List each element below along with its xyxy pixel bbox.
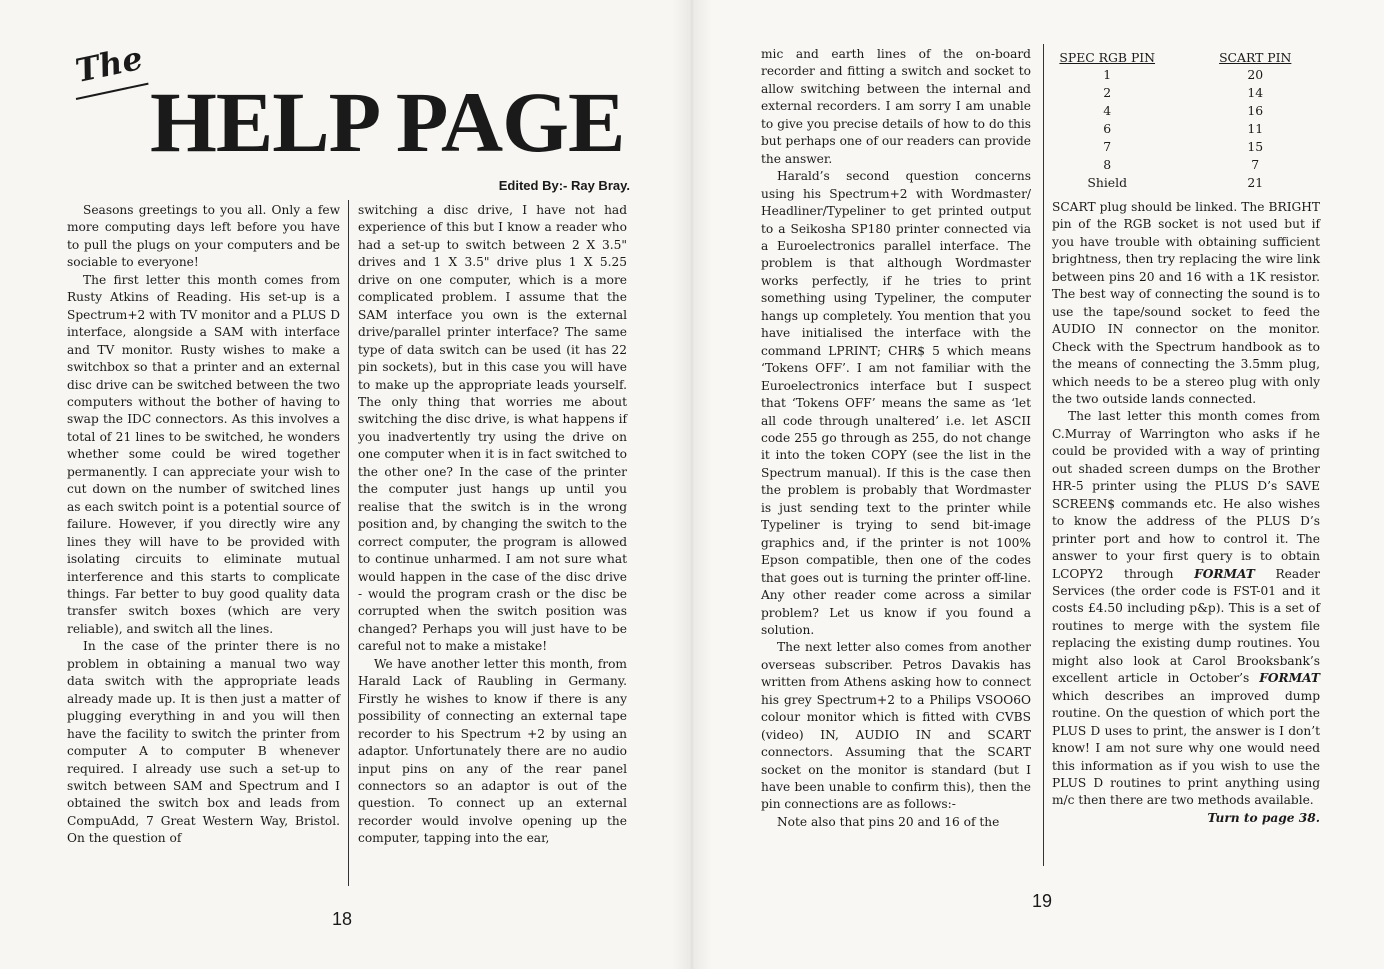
table-row (1056, 120, 1322, 138)
right-column-2 (1052, 199, 1320, 827)
page-title: HELP PAGE (150, 74, 625, 170)
magazine-name: FORMAT (1259, 671, 1320, 686)
table-header: SCART PIN (1219, 49, 1292, 65)
left-column-2 (358, 202, 627, 848)
column-divider (348, 200, 349, 886)
pin-connection-table (1056, 48, 1322, 192)
table-cell: 7 (1251, 157, 1260, 172)
paragraph (1052, 408, 1320, 809)
table-row (1056, 66, 1322, 84)
table-cell: 14 (1247, 85, 1264, 100)
table-cell: 8 (1103, 157, 1112, 172)
title-the: The (72, 38, 146, 90)
magazine-name: FORMAT (1194, 566, 1255, 581)
table-cell: 6 (1103, 121, 1112, 136)
editor-credit: Edited By:- Ray Bray. (498, 178, 630, 193)
paragraph: The first letter this month comes from Rusty Atkins of Reading. His set-up is a Spectrum+2 with TV monitor and a PLUS D interface, alongside a SAM with interface and TV monitor. Rusty wishes to make a switchbox so that a printer and an external disc drive can be switched between the two computers without the bother of having to swap the IDC connectors. As this involves a total of 21 lines to be switched, he wonders whether some could be wired together permanently. I can appreciate your wish to cut down on the number of switched lines as each switch point is a potential source of failure. However, if you directly wire any lines they will have to be provided with isolating circuits to eliminate mutual interference and this starts to complicate things. Far better to buy good quality data transfer switch boxes (which are very reliable), and switch all the lines. (67, 272, 340, 636)
paragraph: The next letter also comes from another overseas subscriber. Petros Davakis has written from Athens asking how to connect his grey Spectrum+2 to a Philips VSOO6O colour monitor which is fitted with CVBS (video) IN, AUDIO IN and SCART connectors. Assuming that the SCART socket on the monitor is standard (but I have been unable to confirm this), then the pin connections are as follows:- (761, 640, 1031, 812)
table-row (1056, 156, 1322, 174)
table-header: SPEC RGB PIN (1059, 49, 1156, 65)
page-number-left: 18 (332, 909, 353, 929)
table-row (1056, 102, 1322, 120)
right-column-1 (761, 46, 1031, 831)
paragraph: SCART plug should be linked. The BRIGHT pin of the RGB socket is not used but if you have trouble with obtaining sufficient brightness, then try replacing the wire link between pins 20 and 16 with a 1K resistor. The best way of connecting the sound is to use the tape/sound socket to feed the AUDIO IN connector on the monitor. Check with the Spectrum handbook as to the means of connecting the 3.5mm plug, which needs to be a stereo plug with only the two outside lands connected. (1052, 200, 1320, 406)
table-cell: 4 (1103, 103, 1112, 118)
table-cell: 1 (1103, 67, 1112, 82)
text-run: which describes an improved dump routine. On the question of which port the PLUS D uses to print, the answer is I don’t know! I am not sure why one would need this information as if you wish to use the PLUS D routines to print anything using m/c then there are two methods available. (1052, 688, 1320, 808)
paragraph: We have another letter this month, from Harald Lack of Raubling in Germany. Firstly he wishes to know if there is any possibility of connecting an external tape recorder to his Spectrum +2 by using an adaptor. Unfortunately there are no audio input pins on any of the rear panel connectors so an adaptor is out of the question. To connect up an external recorder would involve opening up the computer, tapping into the ear, (358, 656, 627, 846)
paragraph: In the case of the printer there is no problem in obtaining a manual two way data switch with the appropriate leads already made up. It is then just a matter of plugging everything in and you will then have the facility to switch the printer from computer A to computer B whenever required. I already use such a set-up to switch between SAM and Spectrum and I obtained the switch box and leads from CompuAdd, 7 Great Western Way, Bristol. On the question of (67, 639, 340, 846)
table-cell: Shield (1087, 175, 1128, 190)
table-cell: 21 (1247, 175, 1264, 190)
table-cell: 16 (1247, 103, 1264, 118)
column-divider (1043, 44, 1044, 866)
text-run: The last letter this month comes from C.Murray of Warrington who asks if he could be provided with a way of printing out shaded screen dumps on the Brother HR-5 printer using the PLUS D’s SAVE SCREEN$ commands etc. He also wishes to know the address of the PLUS D’s printer port and how to control it. The answer to your first query is to obtain LCOPY2 through (1052, 409, 1320, 581)
paragraph: Note also that pins 20 and 16 of the (777, 814, 1000, 829)
book-gutter (672, 0, 712, 969)
table-cell: 15 (1247, 139, 1264, 154)
paragraph: Seasons greetings to you all. Only a few more computing days left before you have to pull the plugs on your computers and be sociable to everyone! (67, 203, 340, 270)
table-row (1056, 138, 1322, 156)
text-run: Reader Services (the order code is FST-01 and it costs £4.50 including p&p). This is a set of routines to merge with the system file replacing the existing dump routines. You might also look at Carol Brooksbank’s excellent article in October’s (1052, 566, 1320, 686)
table-cell: 2 (1103, 85, 1112, 100)
table-header-row (1056, 48, 1322, 66)
paragraph: Harald’s second question concerns using his Spectrum+2 with Wordmaster/ Headliner/Typeliner to get printed output to a Seikosha SP180 printer connected via a Euroelectronics parallel interface. The problem is that although Wordmaster works perfectly, if he tries to print something using Typeliner, the computer hangs up completely. You mention that you have initialised the interface with the command LPRINT; CHR$ 5 which means ‘Tokens OFF’. I am not familiar with the Euroelectronics interface but I suspect that ‘Tokens OFF’ means the same as ‘let all code through unaltered’ i.e. let ASCII code 255 go through as 255, do not change it into the token COPY (see the list in the Spectrum manual). If this is the case then the problem is probably that Wordmaster is just sending text to the printer while Typeliner is trying to send bit-image graphics and, if the printer is not 100% Epson compatible, then one of the codes that goes out is turning the printer off-line. Any other reader come across a similar problem? Let us know if you found a solution. (761, 169, 1031, 637)
table-cell: 11 (1247, 121, 1264, 136)
paragraph: mic and earth lines of the on-board recorder and fitting a switch and socket to allow switching between the internal and external recorders. I am sorry I am unable to give you precise details of how to do this but perhaps one of our readers can provide the answer. (761, 47, 1031, 166)
left-column-1 (67, 202, 340, 848)
table-row (1056, 174, 1322, 192)
paragraph: switching a disc drive, I have not had experience of this but I know a reader who had a set-up to switch between 2 X 3.5" drives and 1 X 3.5" drive plus 1 X 5.25 drive on one computer, which is a more complicated problem. I assume that the SAM interface you own is the external drive/parallel printer interface? The same type of data switch can be used (it has 22 pin sockets), but in this case you will have to make up the appropriate leads yourself. The only thing that worries me about switching the disc drive, is what happens if you inadvertently try using the drive on one computer when it is in fact switched to the other one? In the case of the printer the computer just hangs up until you realise that the switch is in the wrong position and, by changing the switch to the correct computer, the program is allowed to continue unharmed. I am not sure what would happen in the case of the disc drive - would the program crash or the disc be corrupted when the switch position was changed? Perhaps you will just have to be careful not to make a mistake! (358, 203, 627, 654)
table-cell: 20 (1247, 67, 1264, 82)
turn-to-page: Turn to page 38. (1207, 810, 1320, 825)
table-row (1056, 84, 1322, 102)
page-number-right: 19 (1032, 891, 1053, 911)
table-cell: 7 (1103, 139, 1112, 154)
